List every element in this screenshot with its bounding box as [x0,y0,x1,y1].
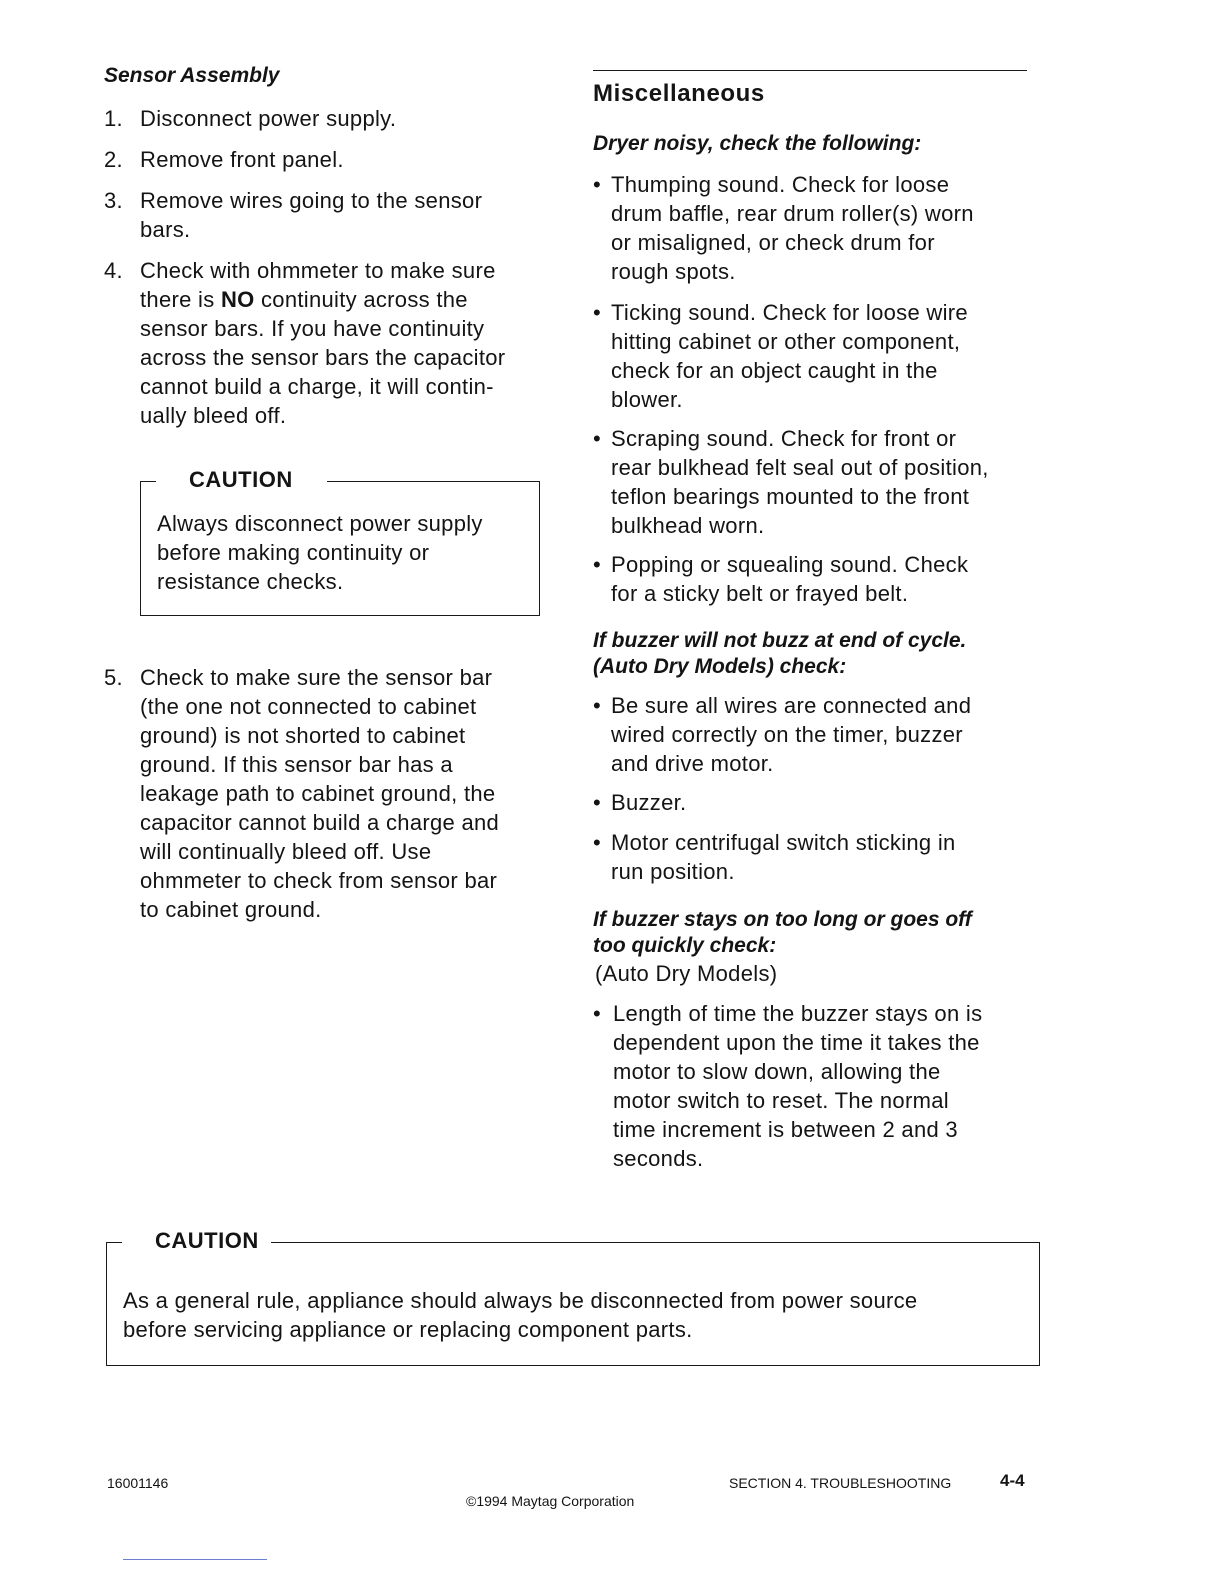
step-number: 4. [104,258,123,283]
step-text: Remove wires going to the sensor bars. [140,188,483,242]
caution-text: As a general rule, appliance should always be disconnected from power source before servicing appliance or replacing component parts. [123,1288,918,1342]
section-label: SECTION 4. TROUBLESHOOTING [729,1475,952,1491]
footer-rule [123,1559,267,1560]
bullet-item: • Scraping sound. Check for front or rear bulkhead felt seal out of position, teflon bearings mounted to the front bulkhead worn. [593,426,989,538]
heading-rule [593,70,1027,71]
bullet-dot: • [593,830,602,855]
bullet-item: • Buzzer. [593,790,687,815]
caution-label: CAUTION [145,1228,269,1254]
bottom-caution-box [106,1228,1040,1366]
bullet-item: • Length of time the buzzer stays on is dependent upon the time it takes the motor to slow down, allowing the motor switch to reset. The normal time increment is between 2 and 3 seconds. [593,1001,983,1171]
bullet-dot: • [593,552,602,577]
caution-box [140,467,540,616]
bullet-item: • Popping or squealing sound. Check for a sticky belt or frayed belt. [593,552,969,606]
group-title: Dryer noisy, check the following: [593,132,922,155]
group-subtitle: (Auto Dry Models) [595,961,778,986]
section-title: Sensor Assembly [104,64,280,87]
bullet-dot: • [593,1001,602,1026]
bullet-dot: • [593,172,602,197]
bullet-dot: • [593,790,602,815]
step-text: Remove front panel. [140,147,344,172]
step-number: 1. [104,106,123,131]
step-number: 5. [104,665,123,690]
copyright: ©1994 Maytag Corporation [466,1493,635,1509]
step-text: Check to make sure the sensor bar (the one not connected to cabinet ground) is not shorted to cabinet ground. If this sensor bar has a leakage path to cabinet ground, the capacitor cannot build a charge and will continually bleed off. Use ohmmeter to check from sensor bar to cabinet ground. [140,665,500,922]
bullet-dot: • [593,693,602,718]
emphasis-no: NO [220,287,255,312]
caution-label: CAUTION [179,467,303,493]
bullet-item: • Motor centrifugal switch sticking in run position. [593,830,956,884]
bullet-dot: • [593,300,602,325]
bullet-item: • Ticking sound. Check for loose wire hitting cabinet or other component, check for an object caught in the blower. [593,300,968,412]
misc-heading: Miscellaneous [593,80,765,107]
group-title: If buzzer will not buzz at end of cycle. (Auto Dry Models) check: [593,629,967,678]
step-text: Disconnect power supply. [140,106,397,131]
page-number: 4-4 [1000,1471,1025,1490]
group-title: If buzzer stays on too long or goes off too quickly check: [593,908,972,957]
caution-text: Always disconnect power supply before making continuity or resistance checks. [157,511,483,594]
doc-number: 16001146 [107,1475,169,1491]
step-number: 2. [104,147,123,172]
bullet-dot: • [593,426,602,451]
step-text: Check with ohmmeter to make sure there is NO continuity across the sensor bars. If you have continuity across the sensor bars the capacitor cannot build a charge, it will contin- ually bleed off. [140,258,506,428]
bullet-item: • Be sure all wires are connected and wired correctly on the timer, buzzer and drive motor. [593,693,972,776]
step-number: 3. [104,188,123,213]
bullet-item: • Thumping sound. Check for loose drum baffle, rear drum roller(s) worn or misaligned, or check drum for rough spots. [593,172,974,284]
